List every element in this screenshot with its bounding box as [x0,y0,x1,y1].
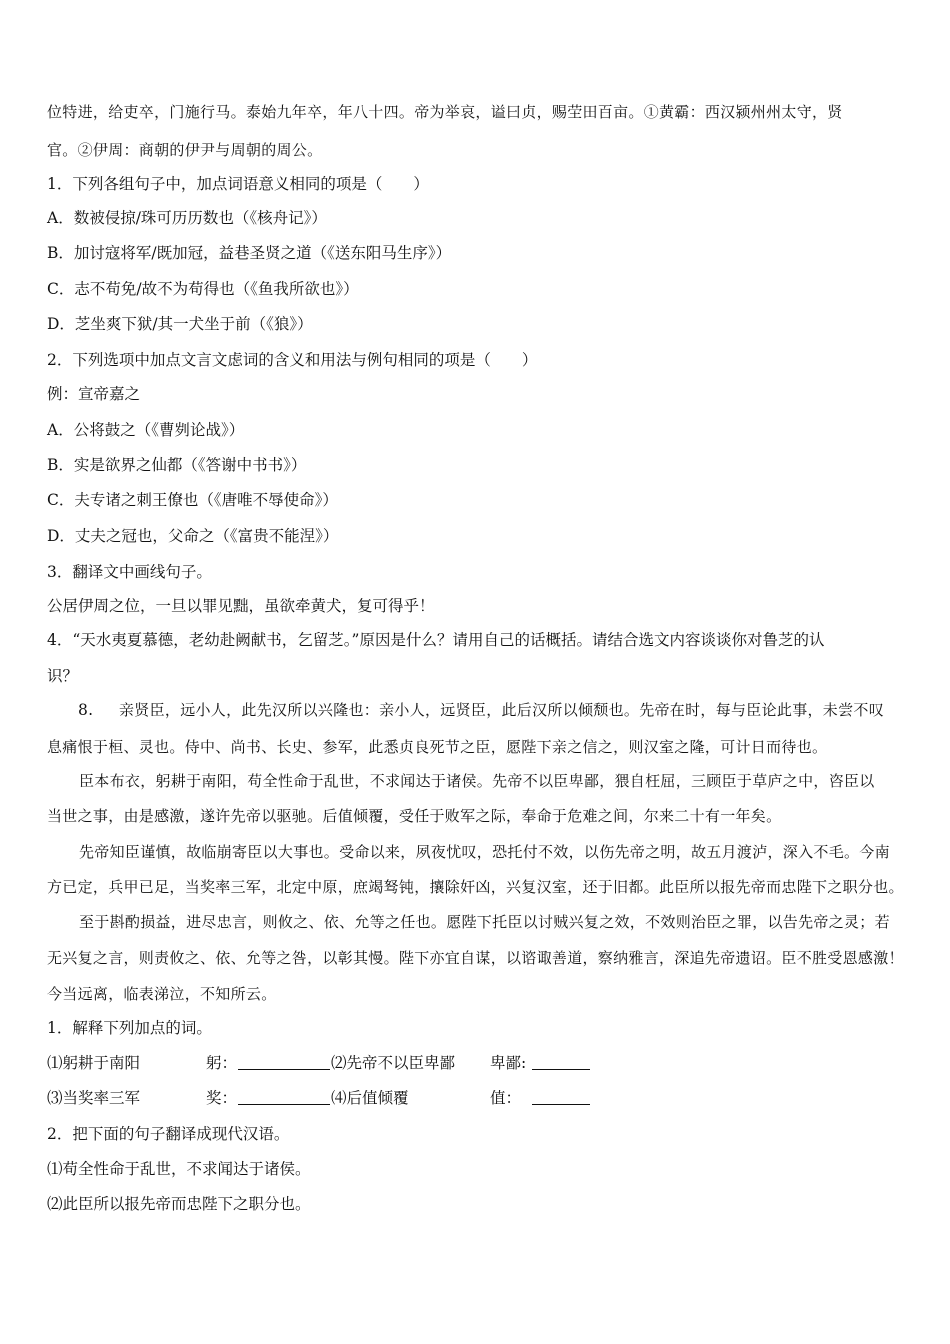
question5-item2-word: 卑鄙: [490,1054,527,1072]
question5-item3-word: 奖： [206,1089,238,1107]
question5-item4-word: 值： [490,1089,522,1107]
question5-item4-blank[interactable] [532,1088,590,1108]
question2-option-d: D．丈夫之冠也，父命之（《富贵不能涅》） [47,527,339,545]
question1-option-b: B．加讨寇将军/既加冠，益巷圣贤之道（《送东阳马生序》） [47,244,452,262]
question1-stem: 1．下列各组句子中，加点词语意义相同的项是（ ） [47,175,429,193]
question5-item1-word: 躬： [206,1054,238,1072]
question2-option-b: B．实是欲界之仙都（《答谢中书书》） [47,456,307,474]
passage2-p2-line1: 臣本布衣，躬耕于南阳，苟全性命于乱世，不求闻达于诸侯。先帝不以臣卑鄙，猥自枉屈，三顾臣于草庐之中，咨臣以 [79,772,875,790]
question4-line2: 识？ [47,667,79,685]
question5-item3-sentence: ⑶当奖率三军 [47,1089,141,1107]
passage2-p4-line3: 今当远离，临表涕泣，不知所云。 [47,985,277,1003]
question5-item1-blank[interactable] [238,1053,330,1073]
question5-item4-sentence: ⑷后值倾覆 [331,1089,409,1107]
question5-item1-sentence: ⑴躬耕于南阳 [47,1054,141,1072]
passage2-p3-line2: 方已定，兵甲已足，当奖率三军，北定中原，庶竭驽钝，攘除奸凶，兴复汉室，还于旧都。此臣所以报先帝而忠陛下之职分也。 [47,878,904,896]
question2-option-c: C．夫专诸之刺王僚也（《唐唯不辱使命》） [47,491,338,509]
passage2-p2-line2: 当世之事，由是感激，遂许先帝以驱驰。后值倾覆，受任于败军之际，奉命于危难之间，尔来二十有一年矣。 [47,807,782,825]
question6-stem: 2．把下面的句子翻译成现代汉语。 [47,1125,290,1143]
question5-stem: 1．解释下列加点的词。 [47,1019,212,1037]
passage2-p4-line2: 无兴复之言，则责攸之、依、允等之咎，以彰其慢。陛下亦宜自谋，以谘诹善道，察纳雅言，深追先帝遗诏。臣不胜受恩感激！ [47,949,904,967]
question2-option-a: A．公将鼓之（《曹刿论战》） [47,421,245,439]
question1-option-a: A．数被侵掠/珠可历历数也（《核舟记》） [47,209,327,227]
question5-item2-blank[interactable] [532,1053,590,1073]
passage1-line2: 官。②伊周：商朝的伊尹与周朝的周公。 [47,141,323,159]
question4-line1: 4．“天水夷夏慕德，老幼赴阙献书，乞留芝。”原因是什么？请用自己的话概括。请结合选文内容谈谈你对鲁芝的认 [47,631,825,649]
passage2-p3-line1: 先帝知臣谨慎，故临崩寄臣以大事也。受命以来，夙夜忧叹，恐托付不效，以伤先帝之明，故五月渡泸，深入不毛。今南 [79,843,890,861]
passage2-p1-line1: 亲贤臣，远小人，此先汉所以兴隆也：亲小人，远贤臣，此后汉所以倾颓也。先帝在时，每与臣论此事，未尝不叹 [119,701,885,719]
passage2-p4-line1: 至于斟酌损益，进尽忠言，则攸之、依、允等之任也。愿陛下托臣以讨贼兴复之效，不效则治臣之罪，以告先帝之灵；若 [79,913,890,931]
passage2-number: 8. [78,701,94,719]
passage2-p1-line2: 息痛恨于桓、灵也。侍中、尚书、长史、参军，此悉贞良死节之臣，愿陛下亲之信之，则汉室之隆，可计日而待也。 [47,738,828,756]
question3-stem: 3．翻译文中画线句子。 [47,563,212,581]
question5-item2-sentence: ⑵先帝不以臣卑鄙 [331,1054,456,1072]
question2-stem: 2．下列选项中加点文言文虑词的含义和用法与例句相同的项是（ ） [47,351,538,369]
passage1-line1: 位特进，给吏卒，门施行马。泰始九年卒，年八十四。帝为举哀，谥曰贞，赐茔田百亩。①黄霸：西汉颍州州太守，贤 [47,103,843,121]
question3-sentence: 公居伊周之位，一旦以罪见黜，虽欲牵黄犬，复可得乎！ [47,597,435,615]
question1-option-d: D．芝坐爽下狱/其一犬坐于前（《狼》） [47,315,313,333]
question2-example: 例：宣帝嘉之 [47,385,141,403]
question6-sentence2: ⑵此臣所以报先帝而忠陛下之职分也。 [47,1195,311,1213]
question5-item3-blank[interactable] [238,1088,330,1108]
question6-sentence1: ⑴苟全性命于乱世，不求闻达于诸侯。 [47,1160,311,1178]
question1-option-c: C．志不苟免/故不为苟得也（《鱼我所欲也》） [47,280,359,298]
